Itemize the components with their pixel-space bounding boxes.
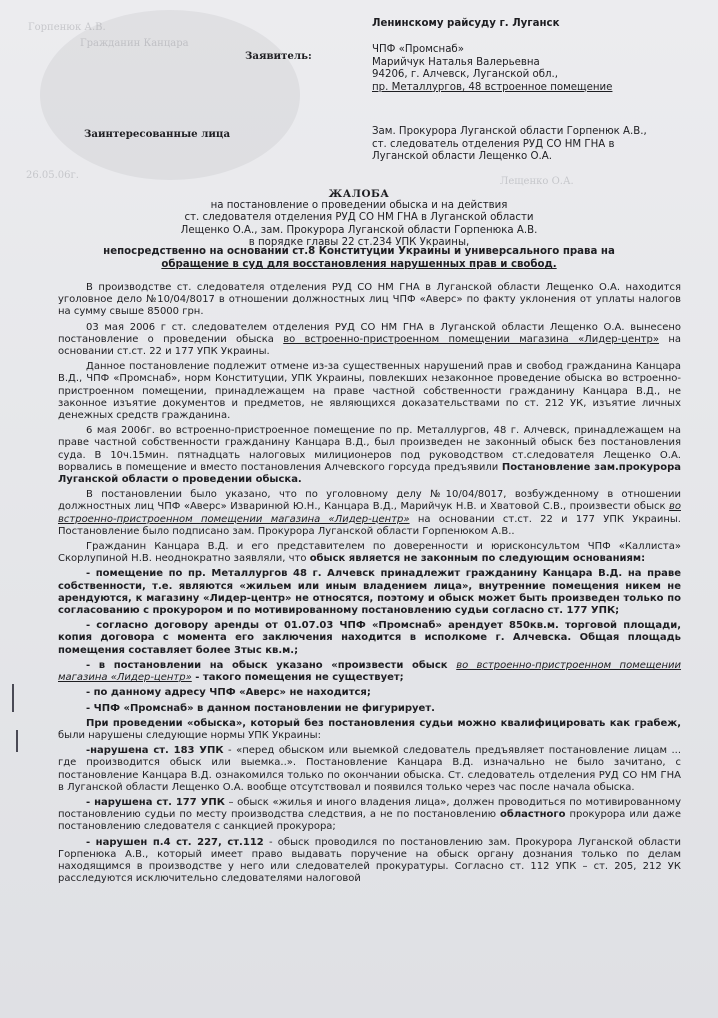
text-run: Гражданин Канцара В.Д. и его представителем по доверенности и юрисконсультом ЧПФ «Каллиста» Скорлупиной Н.В. неоднократно заявляли, что <box>58 541 681 565</box>
text-run-bold: Постановление зам.прокурора Луганской области о проведении обыска. <box>58 461 681 486</box>
text-run-italic-underlined: во встроенно-пристроенном помещении магазина «Лидер-центр» <box>58 659 682 684</box>
scan-smudge <box>40 10 300 180</box>
text-run: были нарушены следующие нормы УПК Украины: <box>58 729 321 741</box>
ghost-text: Гражданин Канцара <box>80 38 189 49</box>
interested-line: ст. следователь отделения РУД СО НМ ГНА в <box>372 138 615 150</box>
paragraph <box>58 660 681 684</box>
text-run: 03 мая 2006 г ст. следователем отделения РУД СО НМ ГНА в Луганской области Лещенко О.А. вынесено постановление о проведении обыска <box>58 321 681 345</box>
document-title: ЖАЛОБА <box>328 188 390 200</box>
interested-block <box>372 126 647 164</box>
applicant-line: ЧПФ «Промснаб» <box>372 44 464 55</box>
subtitle-bold-line: непосредственно на основании ст.8 Конституции Украины и универсального права на <box>103 246 615 257</box>
interested-label: Заинтересованные лица <box>84 128 231 140</box>
text-run-italic-underlined: во встроенно-пристроенном помещении магазина «Лидер-центр» <box>58 501 681 525</box>
text-run: - обыск проводился по постановлению зам. Прокурора Луганской области Горпенюка А.В., который имеет право выдавать поручение на обыск органу дознания только по делам находящимся в производстве у него или следователей прокуратуры. Согласно ст. 112 УПК – ст. 205, 212 УК расследуются исключительно следователями налоговой <box>58 836 681 885</box>
subtitle-bold-line: обращение в суд для восстановления нарушенных прав и свобод. <box>161 259 557 270</box>
text-run-bold: областного <box>499 809 566 821</box>
paragraph <box>58 489 681 538</box>
ghost-text: 26.05.06г. <box>26 170 79 181</box>
paragraph <box>58 718 681 742</box>
text-run-bold: - нарушена ст. 177 УПК <box>86 796 225 808</box>
paragraph <box>58 837 681 886</box>
addressee-text: Ленинскому райсуду г. Луганск <box>372 18 560 29</box>
margin-mark <box>16 730 18 752</box>
paragraph <box>58 745 681 794</box>
body-text <box>58 282 681 888</box>
paragraph <box>58 322 681 359</box>
paragraph <box>58 797 681 834</box>
text-run: прокурора или даже постановлению следователя с санкцией прокурора; <box>58 809 681 833</box>
text-run-bold: -нарушена ст. 183 УПК <box>86 745 224 757</box>
subtitle-line: на постановление о проведении обыска и на действия <box>210 200 508 211</box>
paragraph: - согласно договору аренды от 01.07.03 ЧПФ «Промснаб» арендует 850кв.м. торговой площади, копия договора с момента его заключения находится в исполкоме г. Алчевска. Общая площадь помещения составляет более 3тыс кв.м.; <box>58 620 681 656</box>
subtitle <box>40 200 678 250</box>
subtitle-line: в порядке главы 22 ст.234 УПК Украины, <box>248 237 470 249</box>
paragraph <box>58 541 681 565</box>
text-run: – обыск «жилья и иного владения лица», должен проводиться по мотивированному постановлению судьи по месту производства следствия, а не по постановлению <box>58 796 681 821</box>
applicant-block <box>372 44 612 94</box>
paragraph: - по данному адресу ЧПФ «Аверс» не находится; <box>86 687 371 699</box>
paragraph: - помещение по пр. Металлургов 48 г. Алчевск принадлежит гражданину Канцара В.Д. на праве собственности, т.е. являются «жильем или иным владением лица», внутренние помещения никем не арендуются, к магазину «Лидер-центр» не относятся, поэтому и обыск может быть произведен только по согласованию с прокурором и по мотивированному постановлению судьи согласно ст. 177 УПК; <box>58 568 681 617</box>
applicant-line: пр. Металлургов, 48 встроенное помещение <box>372 81 613 93</box>
paragraph: - ЧПФ «Промснаб» в данном постановлении не фигурирует. <box>86 702 435 714</box>
paragraph <box>58 425 681 486</box>
applicant-line: 94206, г. Алчевск, Луганской обл., <box>372 69 559 81</box>
subtitle-line: Лещенко О.А., зам. Прокурора Луганской области Горпенюка А.В. <box>180 224 538 236</box>
text-run-bold: - в постановлении на обыск указано «произвести обыск <box>86 659 457 671</box>
interested-line: Луганской области Лещенко О.А. <box>372 151 552 163</box>
text-run: на основании ст.ст. 22 и 177 УПК Украины. Постановление было подписано зам. Прокурора Луганской области Горпенюком А.В.. <box>58 513 681 537</box>
interested-line: Зам. Прокурора Луганской области Горпенюк А.В., <box>372 126 647 137</box>
paragraph: Данное постановление подлежит отмене из-за существенных нарушений прав и свобод гражданина Канцара В.Д., ЧПФ «Промснаб», норм Конституции, УПК Украины, повлекших незаконное проведение обыска во встроенно-пристроенном помещении, принадлежащем на праве частной собственности гражданину Канцара В.Д., не законное изъятие документов и предметов, не являющихся доказательствами по ст. 212 УК, изъятие личных денежных средств гражданина. <box>58 361 681 422</box>
text-run-bold: При проведении «обыска», который без постановления судьи можно квалифицировать как грабеж, <box>86 717 681 729</box>
applicant-line: Марийчук Наталья Валерьевна <box>372 56 540 68</box>
text-run: на основании ст.ст. 22 и 177 УПК Украины. <box>58 333 681 358</box>
paragraph: В производстве ст. следователя отделения РУД СО НМ ГНА в Луганской области Лещенко О.А. находится уголовное дело №10/04/8017 в отношении должностных лиц ЧПФ «Аверс» по факту уклонения от уплаты налогов на сумму свыше 85000 грн. <box>58 282 681 318</box>
subtitle-line: ст. следователя отделения РУД СО НМ ГНА в Луганской области <box>184 212 534 224</box>
margin-mark <box>12 684 14 712</box>
text-run-underlined: во встроенно-пристроенном помещении магазина «Лидер-центр» <box>283 333 660 345</box>
text-run-bold: обыск является не законным по следующим основаниям: <box>309 553 646 565</box>
addressee <box>372 18 559 31</box>
text-run: В постановлении было указано, что по уголовному делу №10/04/8017, возбужденному в отношении должностных лиц ЧПФ «Аверс» Изваринюй Ю.Н., Канцара В.Д., Марийчук Н.В. и Хватовой С.В., произвести обыск <box>58 489 681 513</box>
text-run: - «перед обыском или выемкой следователь предъявляет постановление лицам ... где производится обыск или выемка..». Постановление Канцара В.Д. изначально не было зачитано, с постановление Канцара В.Д. ознакомился только по окончании обыска. Ст. следователь отделения РУД СО НМ ГНА в Луганской области Лещенко О.А. вообще отсутствовал и появился только через час после начала обыска. <box>58 745 681 793</box>
text-run-bold: - такого помещения не существует; <box>191 672 404 684</box>
text-run: 6 мая 2006г. во встроенно-пристроенное помещение по пр. Металлургов, 48 г. Алчевск, принадлежащем на праве частной собственности гражданину Канцара В.Д., был произведен не законный обыск без постановления суда. В 10ч.15мин. пятнадцать налоговых милиционеров под руководством ст.следователя Лещенко О.А. ворвались в помещение и вместо постановления Алчевского горсуда предъявили <box>58 425 681 473</box>
ghost-text: Горпенюк А.В. <box>28 22 106 33</box>
subtitle-bold <box>40 245 678 271</box>
ghost-text: Лещенко О.А. <box>500 176 574 187</box>
applicant-label: Заявитель: <box>245 50 312 62</box>
text-run-bold: - нарушен п.4 ст. 227, ст.112 <box>86 836 264 848</box>
